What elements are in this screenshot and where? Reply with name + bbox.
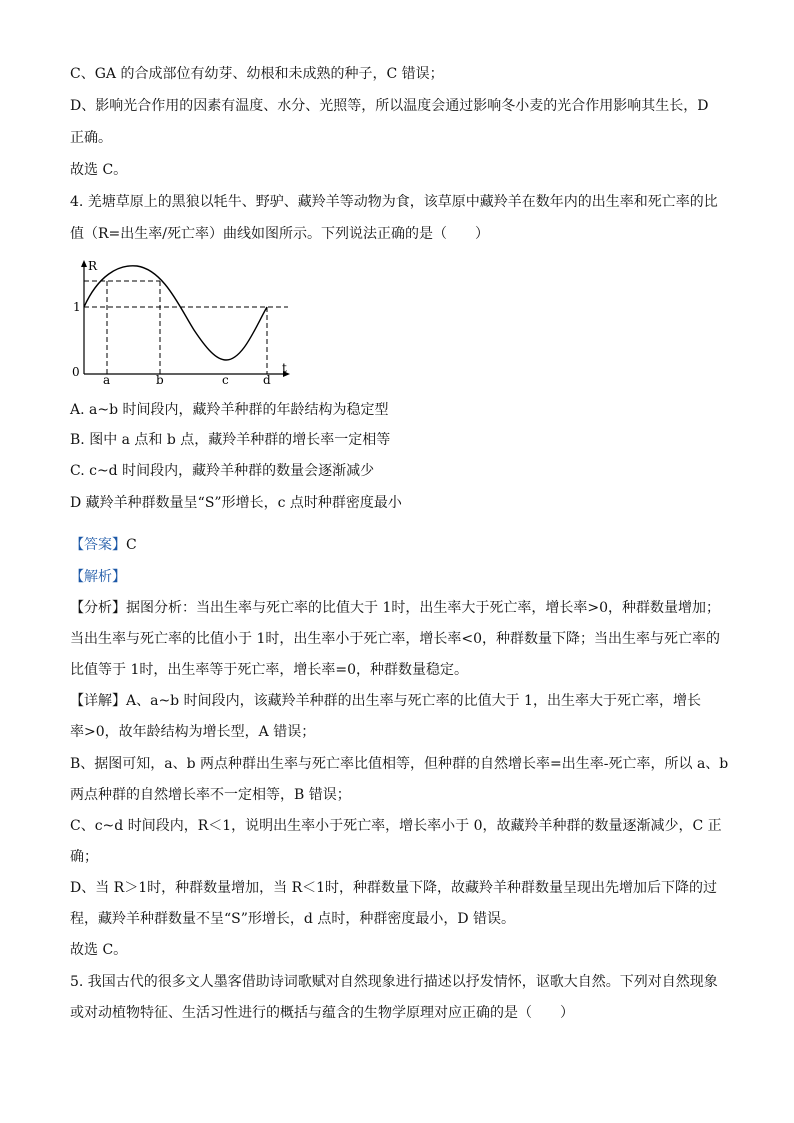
text-line: C、GA 的合成部位有幼芽、幼根和未成熟的种子，C 错误； bbox=[70, 66, 444, 82]
question-5-stem: 或对动植物特征、生活习性进行的概括与蕴含的生物学原理对应正确的是（ ） bbox=[70, 1005, 574, 1021]
answer-tag: 【答案】 bbox=[70, 537, 126, 553]
tick-label-a: a bbox=[103, 373, 111, 386]
fenxi-line: 比值等于 1时，出生率等于死亡率，增长率=0，种群数量稳定。 bbox=[70, 662, 468, 678]
option-a: A. a~b 时间段内，藏羚羊种群的年龄结构为稳定型 bbox=[70, 402, 389, 418]
fenxi-tag: 【分析】 bbox=[70, 600, 126, 616]
origin-label: 0 bbox=[72, 365, 80, 379]
answer-line bbox=[70, 535, 137, 555]
tick-label-d: d bbox=[263, 373, 271, 386]
xiangjie-line: 确； bbox=[70, 849, 98, 865]
text-line: 故选 C。 bbox=[70, 162, 128, 178]
question-4-stem: 值（R=出生率/死亡率）曲线如图所示。下列说法正确的是（ ） bbox=[70, 226, 489, 242]
tick-label-c: c bbox=[222, 373, 229, 386]
text-line: D、影响光合作用的因素有温度、水分、光照等，所以温度会通过影响冬小麦的光合作用影响其生长，D bbox=[70, 98, 709, 114]
x-axis-label: t bbox=[282, 361, 287, 375]
option-c: C. c~d 时间段内，藏羚羊种群的数量会逐渐减少 bbox=[70, 463, 375, 479]
xiangjie-line: 程，藏羚羊种群数量不呈“S”形增长，d 点时，种群密度最小，D 错误。 bbox=[70, 911, 515, 927]
xiangjie-text: A、a~b 时间段内，该藏羚羊种群的出生率与死亡率的比值大于 1，出生率大于死亡率，增长 bbox=[126, 693, 701, 709]
fenxi-text: 据图分析：当出生率与死亡率的比值大于 1时，出生率大于死亡率，增长率>0，种群数量增加； bbox=[126, 600, 720, 616]
option-b: B. 图中 a 点和 b 点，藏羚羊种群的增长率一定相等 bbox=[70, 432, 391, 448]
text-line: 正确。 bbox=[70, 130, 112, 146]
xiangjie-tag: 【详解】 bbox=[70, 693, 126, 709]
y-axis-label: R bbox=[88, 259, 98, 273]
tick-label-b: b bbox=[156, 373, 164, 386]
y-axis-arrow bbox=[81, 260, 87, 267]
birth-death-ratio-figure bbox=[68, 256, 298, 386]
analysis-tag: 【解析】 bbox=[70, 569, 126, 585]
xiangjie-line: 率>0，故年龄结构为增长型，A 错误； bbox=[70, 724, 316, 740]
analysis-line bbox=[70, 567, 126, 587]
question-4-stem: 4. 羌塘草原上的黑狼以牦牛、野驴、藏羚羊等动物为食，该草原中藏羚羊在数年内的出生率和死亡率的比 bbox=[70, 194, 718, 210]
option-d: D 藏羚羊种群数量呈“S”形增长，c 点时种群密度最小 bbox=[70, 495, 402, 511]
one-label: 1 bbox=[73, 300, 81, 314]
fenxi-line: 当出生率与死亡率的比值小于 1时，出生率小于死亡率，增长率<0，种群数量下降；当出生率与死亡率的 bbox=[70, 631, 720, 647]
fenxi-line bbox=[70, 598, 720, 618]
xiangjie-line: 两点种群的自然增长率不一定相等，B 错误； bbox=[70, 787, 351, 803]
answer-value: C bbox=[126, 537, 137, 553]
xiangjie-line bbox=[70, 691, 701, 711]
xiangjie-line: C、c~d 时间段内，R＜1，说明出生率小于死亡率，增长率小于 0，故藏羚羊种群的数量逐渐减少，C 正 bbox=[70, 818, 722, 834]
xiangjie-line: D、当 R＞1时，种群数量增加，当 R＜1时，种群数量下降，故藏羚羊种群数量呈现出先增加后下降的过 bbox=[70, 880, 718, 896]
xiangjie-line: B、据图可知，a、b 两点种群出生率与死亡率比值相等，但种群的自然增长率=出生率-死亡率，所以 a、b bbox=[70, 756, 729, 772]
ratio-curve bbox=[84, 266, 267, 360]
question-5-stem: 5. 我国古代的很多文人墨客借助诗词歌赋对自然现象进行描述以抒发情怀，讴歌大自然。下列对自然现象 bbox=[70, 974, 718, 990]
xiangjie-line: 故选 C。 bbox=[70, 942, 128, 958]
